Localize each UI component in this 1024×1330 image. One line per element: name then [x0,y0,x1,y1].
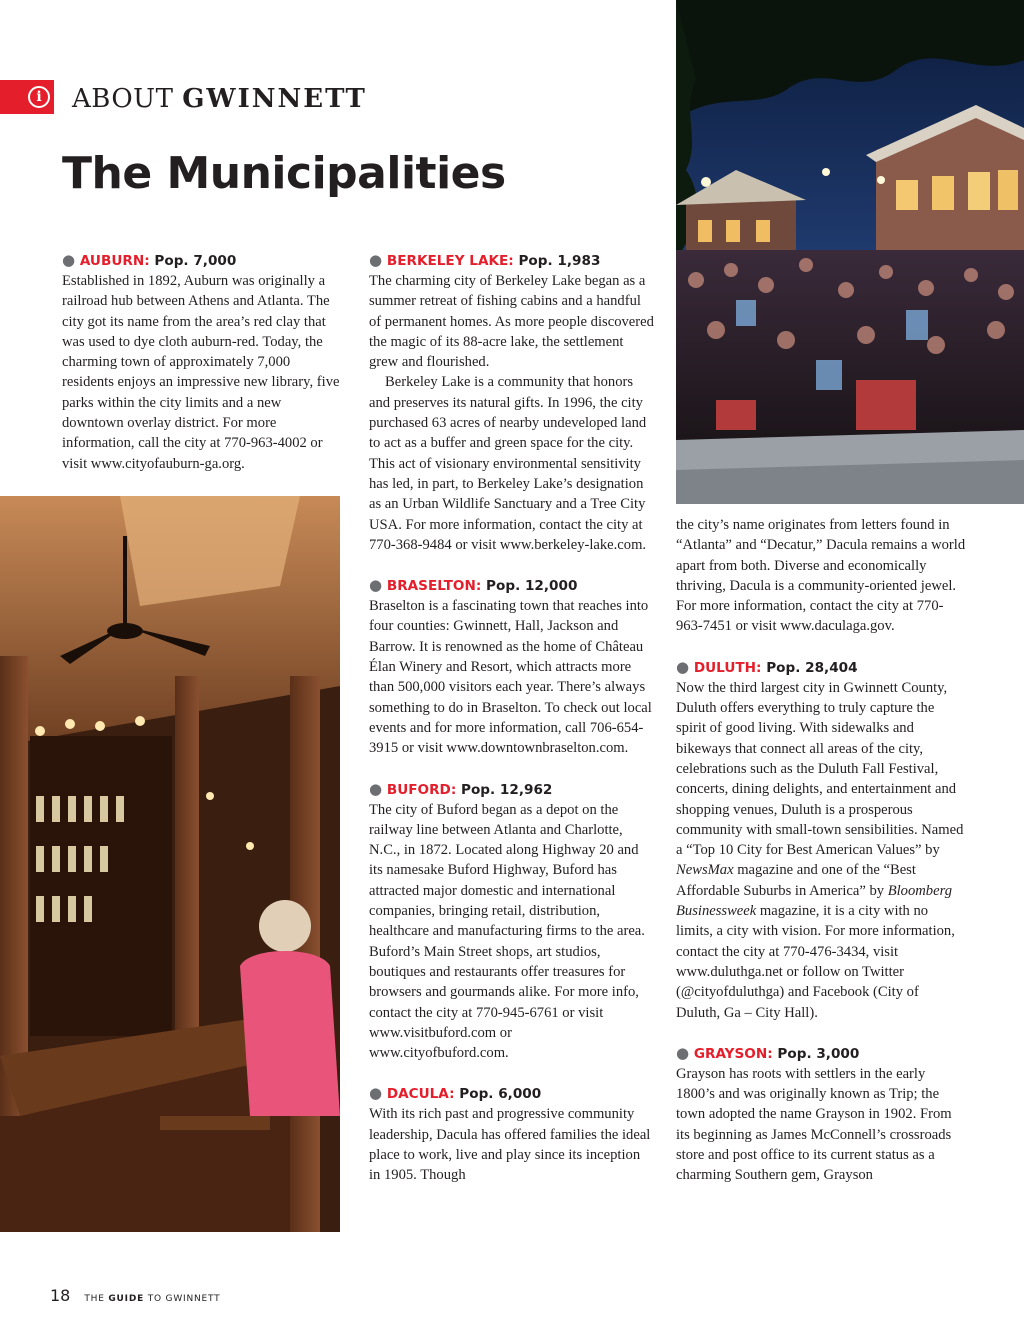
entry-text: The city of Buford began as a depot on the railway line between Atlanta and Charlotte, N.C., in 1872. Located along Highway 20 and its namesake Buford Highway, Buford has attracted major domestic and international companies, bringing retail, distribution, healthcare and manufacturing firms to the area. Buford’s Main Street shops, art studios, boutiques and restaurants offer treasures for browsers and gourmands alike. For more info, contact the city at 770-945-6761 or visit www.visitbuford.com or www.cityofbuford.com. [369,801,645,1062]
city-name: DACULA: [386,1086,455,1103]
bullet-icon: ● [676,657,690,676]
page-number: 18 [50,1286,71,1305]
bullet-icon: ● [369,779,383,798]
entry-text: the city’s name originates from letters found in “Atlanta” and “Decatur,” Dacula remains a world apart from both. Diverse and economically thriving, Dacula is a community-oriented jewel. For more information, contact the city at 770-963-7451 or visit www.daculaga.gov. [676,517,966,635]
city-name: BUFORD: [386,781,457,798]
entry-dacula [369,1083,655,1185]
population: Pop. 28,404 [766,659,858,676]
entry-text: The charming city of Berkeley Lake began as a summer retreat of fishing cabins and a handful of permanent homes. As more people discovered the magic of its 88-acre lake, the settlement grew and flourished. [369,273,654,371]
bullet-icon: ● [62,251,76,269]
page-footer [50,1286,220,1305]
publication-name: NewsMax [676,862,734,879]
section-label-light: ABOUT [72,84,174,114]
entry-heading [369,575,655,596]
population: Pop. 3,000 [777,1045,860,1062]
city-name: BRASELTON: [386,578,482,595]
text-run: magazine and one of the “Best Affordable Suburbs in America” by [676,862,916,899]
entry-dacula-continued [676,515,966,637]
column-3 [676,515,966,1206]
entry-braselton [369,575,655,758]
section-label-bold: GWINNETT [182,84,367,114]
entry-heading [369,1083,655,1104]
entry-heading [369,779,655,800]
bullet-icon: ● [369,576,383,595]
population: Pop. 1,983 [518,253,601,269]
city-name: AUBURN: [79,253,150,269]
entry-buford [369,779,655,1064]
entry-grayson [676,1043,966,1186]
info-icon: i [28,86,50,108]
population: Pop. 7,000 [154,253,237,269]
entry-heading [676,657,966,678]
entry-auburn [62,250,344,474]
text-run: magazine, it is a city with no limits, a city with vision. For more information, contact the city at 770-476-3434, visit www.duluthga.net or follow on Twitter (@cityofduluthga) and Facebook (City of Duluth, Ga – City Hall). [676,903,955,1021]
concert-crowd-photo [676,0,1024,504]
page-title: The Municipalities [62,148,506,199]
entry-heading [369,250,655,271]
footer-title-pre: THE [84,1294,109,1304]
winery-bar-photo [0,496,340,1232]
entry-text [676,678,966,1023]
bullet-icon: ● [369,1084,383,1103]
footer-title-bold: GUIDE [108,1294,145,1304]
city-name: BERKELEY LAKE: [386,253,514,269]
population: Pop. 12,962 [461,781,553,798]
bullet-icon: ● [676,1043,690,1062]
publication-name: Bloomberg Businessweek [676,882,953,920]
text-run: Now the third largest city in Gwinnett County, Duluth offers everything to truly capture the spirit of good living. With sidewalks and bikeways that connect all areas of the city, celebrations such as the Duluth Fall Festival, concerts, dining delights, and entertainment and shopping venues, Duluth is a prosperous community with small-town sensibilities. Named a “Top 10 City for Best American Values” by [676,679,964,859]
city-name: GRAYSON: [693,1045,773,1062]
footer-title-post: TO GWINNETT [144,1294,221,1304]
column-2 [369,250,655,1206]
bullet-icon: ● [369,251,383,269]
population: Pop. 6,000 [459,1086,542,1103]
entry-heading [676,1043,966,1064]
entry-text: Berkeley Lake is a community that honors and preserves its natural gifts. In 1996, the city purchased 63 acres of nearby undeveloped land to act as a buffer and green space for the city. This act of visionary environmental sensitivity has led, in part, to Berkeley Lake’s designation as an Urban Wildlife Sanctuary and a Tree City USA. For more information, contact the city at 770-368-9484 or visit www.berkeley-lake.com. [369,374,647,553]
entry-duluth [676,657,966,1023]
info-badge [0,80,54,114]
entry-text: Grayson has roots with settlers in the early 1800’s and was originally known as Trip; the town adopted the name Grayson in 1902. From its beginning as James McConnell’s crossroads store and post office to its current status as a charming Southern gem, Grayson [676,1065,952,1184]
entry-text: With its rich past and progressive community leadership, Dacula has offered families the ideal place to work, live and play since its inception in 1905. Though [369,1106,651,1184]
column-1 [62,250,344,494]
entry-text: Braselton is a fascinating town that reaches into four counties: Gwinnett, Hall, Jackson and Barrow. It is renowned as the home of Château Élan Winery and Resort, which attracts more than 500,000 visitors each year. There’s always something to do in Braselton. To check out local events and for more information, call 706-654-3915 or visit www.downtownbraselton.com. [369,598,652,757]
entry-berkeley-lake [369,250,655,555]
city-name: DULUTH: [693,659,762,676]
entry-heading [62,250,344,271]
publication-title [84,1294,220,1304]
entry-text: Established in 1892, Auburn was originally a railroad hub between Athens and Atlanta. The city got its name from the area’s red clay that was used to dye cloth auburn-red. Today, the charming town of approximately 7,000 residents enjoys an impressive new library, five parks within the city limits and a new downtown overlay district. For more information, call the city at 770-963-4002 or visit www.cityofauburn-ga.org. [62,273,340,472]
population: Pop. 12,000 [486,578,578,595]
section-label [72,84,367,114]
